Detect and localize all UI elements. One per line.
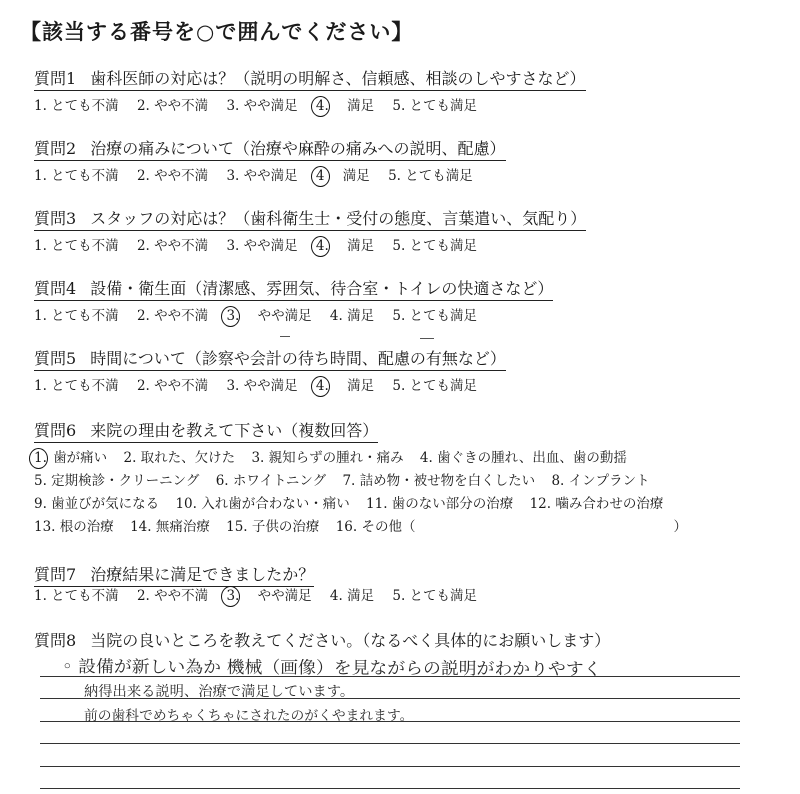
question-number: 質問8 (34, 631, 77, 650)
option-4[interactable]: 4. 満足 (329, 588, 375, 604)
option-4-label: 満足 (347, 98, 375, 114)
option-5[interactable]: 5. とても満足 (392, 588, 478, 604)
question-text: 時間について（診察や会計の待ち時間、配慮の有無など） (90, 349, 506, 368)
question-number: 質問3 (34, 209, 77, 228)
scan-speck (280, 336, 290, 337)
question-2-title (34, 136, 506, 161)
question-number: 質問5 (34, 349, 77, 368)
question-5-options (34, 374, 491, 394)
reason-9[interactable]: 9. 歯並びが気になる (34, 496, 160, 512)
question-text: スタッフの対応は？（歯科衛生士・受付の態度、言葉遣い、気配り） (90, 209, 587, 228)
option-1[interactable]: 1. とても不満 (34, 98, 119, 114)
option-5[interactable]: 5. とても満足 (392, 308, 478, 324)
option-4-selected[interactable]: 4. (316, 238, 329, 254)
question-6-title (34, 418, 378, 443)
question-1-options (34, 94, 491, 114)
reason-2[interactable]: 2. 取れた、欠けた (123, 450, 236, 466)
handwritten-answer-line-2: 納得出来る説明、治療で満足しています。 (84, 684, 355, 700)
option-4-selected[interactable]: 4. (316, 98, 329, 114)
option-2[interactable]: 2. やや不満 (136, 588, 209, 604)
form-header: 【該当する番号を○で囲んでください】 (20, 19, 414, 44)
question-8-title (34, 628, 610, 652)
option-3[interactable]: 3. やや満足 (226, 98, 298, 114)
question-6-row-2 (34, 469, 662, 489)
option-4-selected[interactable]: 4. (316, 378, 329, 394)
question-number: 質問4 (34, 279, 77, 298)
question-4-title (34, 276, 553, 301)
reason-15[interactable]: 15. 子供の治療 (226, 519, 320, 535)
question-number: 質問1 (34, 69, 77, 88)
question-text: 当院の良いところを教えてください。（なるべく具体的にお願いします） (90, 631, 611, 650)
question-3-title (34, 206, 586, 231)
option-3[interactable]: 3. やや満足 (226, 168, 298, 184)
reason-16-other[interactable]: 16. その他（ ） (335, 519, 687, 535)
reason-10[interactable]: 10. 入れ歯が合わない・痛い (175, 496, 350, 512)
option-3[interactable]: 3. やや満足 (226, 238, 298, 254)
question-number: 質問7 (34, 565, 77, 584)
reason-13[interactable]: 13. 根の治療 (34, 519, 114, 535)
question-text: 治療結果に満足できましたか？ (90, 565, 315, 584)
option-5[interactable]: 5. とても満足 (388, 168, 473, 184)
selection-circle (29, 448, 48, 469)
reason-12[interactable]: 12. 噛み合わせの治療 (529, 496, 664, 512)
option-5[interactable]: 5. とても満足 (392, 238, 478, 254)
reason-1-selected[interactable]: 1. (34, 450, 47, 466)
reason-3[interactable]: 3. 親知らずの腫れ・痛み (251, 450, 404, 466)
option-3-label: やや満足 (257, 308, 312, 324)
option-2[interactable]: 2. やや不満 (136, 238, 209, 254)
question-1-title (34, 66, 586, 91)
option-2[interactable]: 2. やや不満 (136, 378, 209, 394)
scan-speck (420, 338, 434, 339)
question-6-row-4 (34, 515, 687, 535)
question-text: 歯科医師の対応は？（説明の明解さ、信頼感、相談のしやすさなど） (90, 69, 586, 88)
option-1[interactable]: 1. とても不満 (34, 588, 119, 604)
option-3-selected[interactable]: 3. (226, 588, 239, 604)
question-3-options (34, 234, 491, 254)
reason-1-label: 歯が痛い (53, 450, 108, 466)
selection-circle (311, 166, 330, 187)
question-text: 来院の理由を教えて下さい（複数回答） (90, 421, 379, 440)
question-number: 質問6 (34, 421, 77, 440)
option-1[interactable]: 1. とても不満 (34, 168, 119, 184)
option-4-label: 満足 (347, 378, 375, 394)
selection-circle (311, 376, 330, 397)
reason-7[interactable]: 7. 詰め物・被せ物を白くしたい (342, 473, 536, 489)
handwritten-answer-line-1: ◦ 設備が新しい為か 機械（画像）を見ながらの説明がわかりやすく (61, 657, 602, 680)
reason-4[interactable]: 4. 歯ぐきの腫れ、出血、歯の動揺 (419, 450, 627, 466)
answer-line (40, 744, 740, 767)
reason-14[interactable]: 14. 無痛治療 (130, 519, 210, 535)
selection-circle (311, 236, 330, 257)
question-6-row-1 (34, 446, 639, 466)
option-5[interactable]: 5. とても満足 (392, 98, 478, 114)
option-1[interactable]: 1. とても不満 (34, 238, 119, 254)
question-number: 質問2 (34, 139, 77, 158)
question-7-options (34, 584, 491, 604)
question-2-options (34, 164, 487, 184)
selection-circle (311, 96, 330, 117)
option-3-selected[interactable]: 3. (226, 308, 239, 324)
reason-8[interactable]: 8. インプラント (551, 473, 650, 489)
option-4-label: 満足 (347, 238, 375, 254)
option-2[interactable]: 2. やや不満 (136, 308, 209, 324)
option-4-label: 満足 (342, 168, 370, 184)
reason-5[interactable]: 5. 定期検診・クリーニング (34, 473, 200, 489)
handwritten-answer-line-3: 前の歯科でめちゃくちゃにされたのがくやまれます。 (84, 708, 414, 724)
answer-line (40, 722, 740, 745)
answer-line (40, 767, 740, 790)
option-2[interactable]: 2. やや不満 (136, 98, 209, 114)
option-5[interactable]: 5. とても満足 (392, 378, 478, 394)
option-2[interactable]: 2. やや不満 (136, 168, 209, 184)
question-6-row-3 (34, 492, 675, 512)
reason-6[interactable]: 6. ホワイトニング (215, 473, 327, 489)
question-text: 治療の痛みについて（治療や麻酔の痛みへの説明、配慮） (90, 139, 506, 158)
question-text: 設備・衛生面（清潔感、雰囲気、待合室・トイレの快適さなど） (90, 279, 554, 298)
reason-11[interactable]: 11. 歯のない部分の治療 (366, 496, 514, 512)
question-4-options (34, 304, 491, 324)
option-1[interactable]: 1. とても不満 (34, 308, 119, 324)
option-3-label: やや満足 (257, 588, 312, 604)
question-5-title (34, 346, 506, 371)
option-4-selected[interactable]: 4 (316, 168, 325, 184)
option-1[interactable]: 1. とても不満 (34, 378, 119, 394)
option-3[interactable]: 3. やや満足 (226, 378, 298, 394)
option-4[interactable]: 4. 満足 (329, 308, 375, 324)
